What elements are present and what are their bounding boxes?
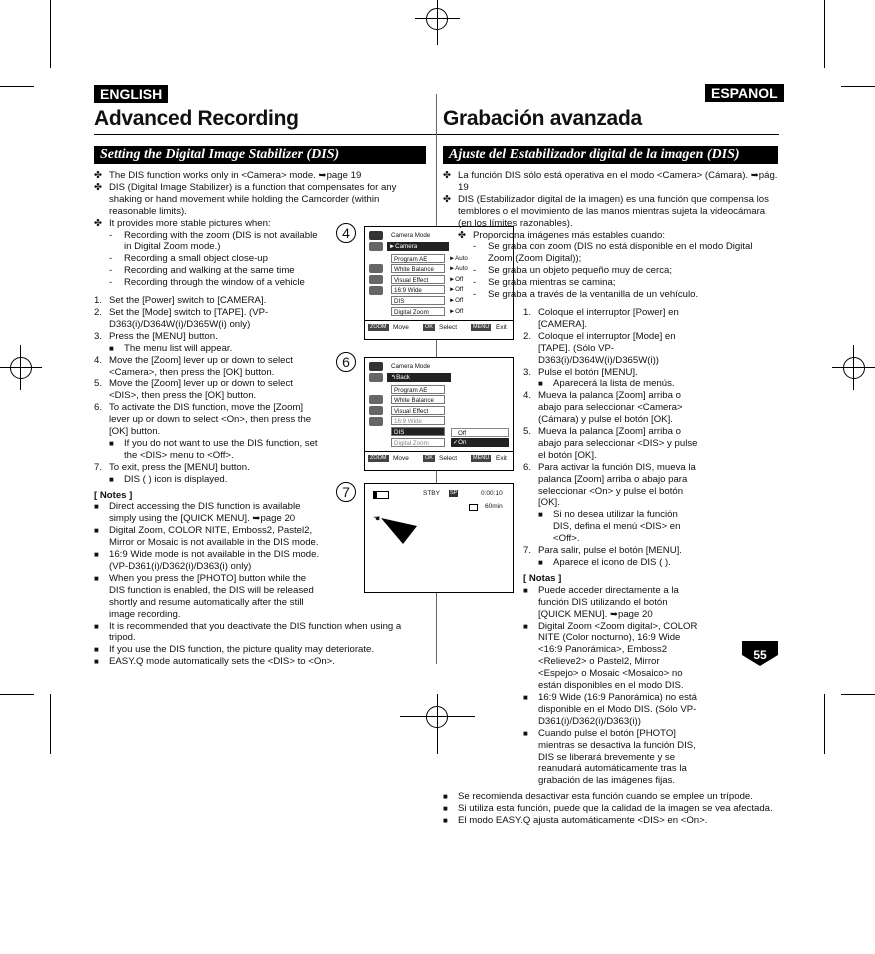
move-label: Move (393, 324, 409, 331)
page-number: 55 (753, 648, 767, 662)
list-item: ■ Digital Zoom, COLOR NITE, Emboss2, Pastel2, Mirror or Mosaic is not available in the DIS mode. (94, 525, 319, 549)
list-item: - Recording with the zoom (DIS is not available in Digital Zoom mode.) (109, 229, 318, 253)
camera-mode-icon (369, 231, 383, 240)
registration-mark-right (843, 357, 865, 379)
list-item: ■ The menu list will appear. (109, 342, 233, 354)
menu-item: Visual Effect (391, 406, 445, 415)
list-item: ■ Puede acceder directamente a la función DIS utilizando el botón [QUICK MENU]. ➥page 20 (523, 584, 679, 620)
page-title-english: Advanced Recording (94, 107, 299, 130)
step-number-4: 4 (336, 223, 356, 243)
menu-title: Camera Mode (391, 363, 431, 370)
list-item: ✤ The DIS function works only in <Camera> mode. ➥page 19 (94, 170, 362, 181)
list-item: ■ 16:9 Wide (16:9 Panorámica) no está disponible en el Modo DIS. (Sólo VP-D361(i)/D362(i)/D363(i)) (523, 691, 697, 727)
camera-mode-icon (369, 362, 383, 371)
gear-icon (369, 286, 383, 295)
menu-item: Program AE (391, 254, 445, 263)
list-item: - Se graba un objeto pequeño muy de cerca; (473, 265, 673, 277)
option-off: Off (451, 428, 509, 437)
ok-button-label: OK (425, 324, 433, 330)
menu-item: Digital Zoom (391, 438, 445, 447)
list-item: ✤ DIS (Estabilizador digital de la imagen) es una función que compensa los temblores o el movimiento de las manos mientras sujeta la videocámara (en los límites razonables). (443, 193, 769, 229)
menu-value: ►Off (449, 276, 464, 283)
list-item: - Se graba mientras se camina; (473, 277, 616, 289)
list-item: ■ Cuando pulse el botón [PHOTO] mientras se desactiva la función DIS, DIS se liberará brevemente y se reanudará automáticamente tras la grabación de las imágenes fijas. (523, 727, 696, 787)
spanish-body (443, 170, 779, 827)
list-item: ✤ It provides more stable pictures when: (94, 217, 271, 229)
list-item: ✤ Proporciona imágenes más estables cuando: (458, 229, 665, 241)
step-item: 4. Mueva la palanca [Zoom] arriba o abajo para seleccionar <Camera> (Cámara) y pulse el botón [OK]. (523, 390, 683, 426)
menu-selected: ►Camera (387, 242, 449, 251)
list-item: ■ When you press the [PHOTO] button while the DIS function is enabled, the DIS will be released shortly and resume automatically after the still image recording. (94, 572, 314, 620)
list-item: ■ Digital Zoom <Zoom digital>, COLOR NITE (Color nocturno), 16:9 Wide <16:9 Panorámica>, Emboss2 <Relieve2> o Pastel2, Mirror <Espejo> o Mosaic <Mosaico> no están disponibles en el modo DIS. (523, 620, 698, 692)
exit-label: Exit (496, 455, 507, 462)
step-item: 2. Coloque el interruptor [Mode] en [TAPE]. (Sólo VP-D363(i)/D364W(i)/D365W(i)) (523, 330, 676, 366)
menu-title: Camera Mode (391, 232, 431, 239)
step-number-6: 6 (336, 352, 356, 372)
step-item: 5. Move the [Zoom] lever up or down to select <DIS>, then press the [OK] button. (94, 378, 293, 402)
battery-icon (373, 491, 389, 499)
list-item: ■ Aparecerá la lista de menús. (538, 378, 675, 390)
step-item: 1. Set the [Power] switch to [CAMERA]. (94, 295, 267, 307)
time-counter: 0:00:10 (481, 490, 503, 497)
menu-value: ►Off (449, 297, 464, 304)
dis-icon: ☚ (373, 514, 381, 523)
notes-heading: [ Notes ] (94, 489, 133, 501)
list-item: ■ 16:9 Wide mode is not available in the DIS mode.(VP-D361(i)/D362(i)/D363(i) only) (94, 549, 320, 572)
menu-button-label: MENU (473, 324, 490, 330)
registration-mark-top (426, 8, 448, 30)
menu-value: ►Auto (449, 265, 468, 272)
list-item: ■ If you use the DIS function, the picture quality may deteriorate. (94, 644, 375, 656)
menu-item: Program AE (391, 385, 445, 394)
list-item: ✤ La función DIS sólo está operativa en el modo <Camera> (Cámara). ➥pág. 19 (443, 170, 778, 193)
list-item: ■ Direct accessing the DIS function is available simply using the [QUICK MENU]. ➥page 20 (94, 501, 301, 525)
section-heading-spanish: Ajuste del Estabilizador digital de la imagen (DIS) (443, 146, 778, 164)
list-item: ✤ DIS (Digital Image Stabilizer) is a function that compensates for any shaking or hand movement while holding the Camcorder (within reasonable limits). (94, 181, 397, 217)
menu-value: ►Auto (449, 255, 468, 262)
list-item: ■ Si utiliza esta función, puede que la calidad de la imagen se vea afectada. (443, 803, 773, 815)
zoom-button-label: ZOOM (370, 324, 387, 330)
step-item: 5. Mueva la palanca [Zoom] arriba o abajo para seleccionar <DIS> y pulse el botón [OK]. (523, 426, 698, 461)
list-item: ■ EASY.Q mode automatically sets the <DIS> to <On>. (94, 656, 335, 668)
menu-item: White Balance (391, 264, 445, 273)
step-item: 3. Press the [MENU] button. (94, 330, 218, 342)
step-item: 3. Pulse el botón [MENU]. (523, 366, 638, 378)
menu-icon (369, 373, 383, 382)
menu-icon (369, 275, 383, 284)
gear-icon (369, 417, 383, 426)
list-item: ■ Si no desea utilizar la función DIS, defina el menú <DIS> en <Off>. (538, 509, 681, 545)
menu-item: Digital Zoom (391, 307, 445, 316)
menu-item: 16:9 Wide (391, 416, 445, 425)
menu-item: DIS (391, 296, 445, 305)
language-badge-spanish: ESPANOL (705, 84, 784, 102)
option-on: ✓On (451, 438, 509, 447)
list-item: ■ If you do not want to use the DIS function, set the <DIS> menu to <Off>. (109, 437, 318, 461)
list-item: ■ DIS ( ) icon is displayed. (109, 473, 228, 485)
list-item: - Recording and walking at the same time (109, 265, 295, 277)
menu-item-dis: DIS (391, 427, 445, 436)
registration-mark-left (10, 357, 32, 379)
page-title-spanish: Grabación avanzada (443, 107, 642, 130)
zoom-button-label: ZOOM (370, 455, 387, 461)
exit-label: Exit (496, 324, 507, 331)
move-label: Move (393, 455, 409, 462)
step-item: 4. Move the [Zoom] lever up or down to select <Camera>, then press the [OK] button. (94, 354, 293, 378)
menu-item: Visual Effect (391, 275, 445, 284)
select-label: Select (439, 324, 458, 331)
list-item: - Recording a small object close-up (109, 253, 268, 265)
list-item: ■ It is recommended that you deactivate the DIS function when using a tripod. (94, 620, 402, 644)
list-item: - Recording through the window of a vehicle (109, 277, 305, 289)
ok-button-label: OK (425, 455, 433, 461)
remaining-time: 60min (485, 503, 503, 510)
list-item: ■ Se recomienda desactivar esta función cuando se emplee un trípode. (443, 791, 753, 803)
menu-icon (369, 264, 383, 273)
step-item: 1. Coloque el interruptor [Power] en [CAMERA]. (523, 306, 679, 330)
menu-item: 16:9 Wide (391, 285, 445, 294)
section-heading-english: Setting the Digital Image Stabilizer (DIS) (94, 146, 426, 164)
menu-value: ►Off (449, 286, 464, 293)
language-badge-english: ENGLISH (94, 85, 168, 103)
menu-icon (369, 406, 383, 415)
step-item: 6. To activate the DIS function, move the [Zoom] lever up or down to select <On>, then press the [OK] button. (94, 402, 312, 438)
notes-heading: [ Notas ] (523, 572, 562, 584)
menu-item: White Balance (391, 395, 445, 404)
step-item: 7. Para salir, pulse el botón [MENU]. (523, 545, 682, 557)
list-item: ■ Aparece el icono de DIS ( ). (538, 557, 671, 568)
step-number-7: 7 (336, 482, 356, 502)
list-item: - Se graba a través de la ventanilla de un vehículo. (473, 289, 699, 301)
back-item: ↰Back (387, 373, 451, 382)
pointer-arrow-icon (379, 516, 419, 546)
menu-button-label: MENU (473, 455, 490, 461)
step-item: 7. To exit, press the [MENU] button. (94, 461, 250, 473)
menu-icon (369, 242, 383, 251)
list-item: ■ El modo EASY.Q ajusta automáticamente <DIS> en <On>. (443, 815, 708, 827)
step-item: 2. Set the [Mode] switch to [TAPE]. (VP-D363(i)/D364W(i)/D365W(i) only) (94, 306, 269, 330)
sp-badge: SP (450, 490, 458, 496)
menu-icon (369, 395, 383, 404)
step-item: 6. Para activar la función DIS, mueva la palanca [Zoom] arriba o abajo para seleccionar <On> y pulse el botón [OK]. (523, 461, 696, 509)
select-label: Select (439, 455, 458, 462)
stby-label: STBY (423, 490, 440, 497)
menu-value: ►Off (449, 308, 464, 315)
list-item: - Se graba con zoom (DIS no está disponible en el modo Digital Zoom (Zoom Digital)); (473, 241, 753, 265)
